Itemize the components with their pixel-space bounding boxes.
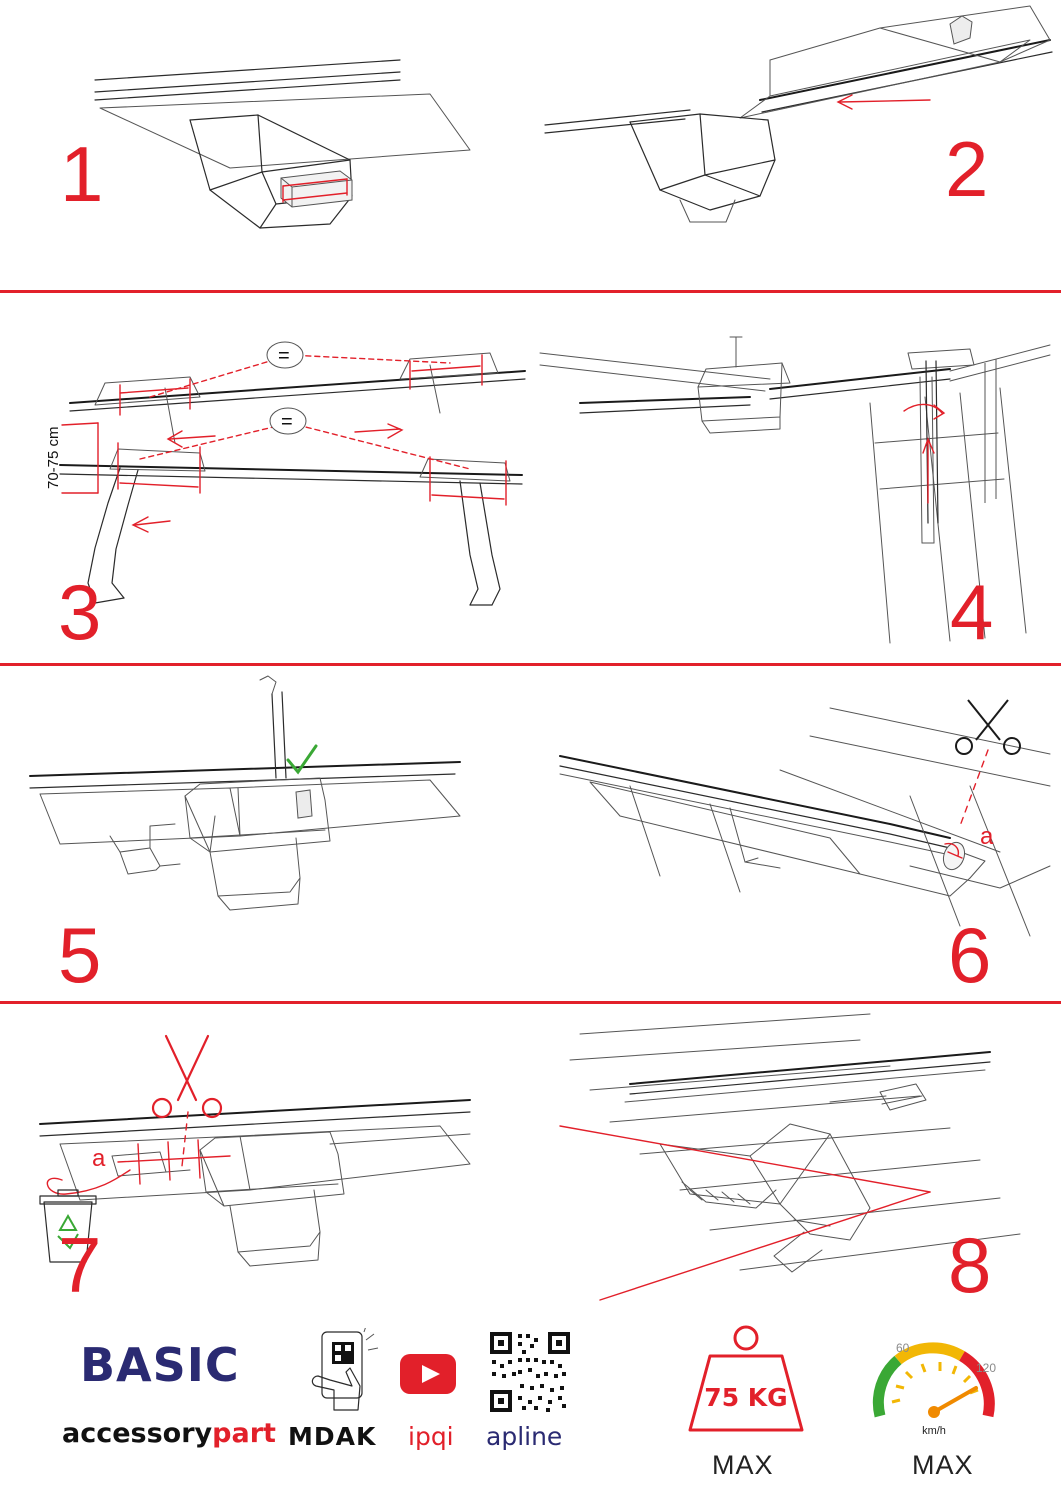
brand-accessory-part2: part [212,1418,276,1449]
scissors-icon-7 [153,1036,221,1166]
step-panel-4 [530,293,1061,663]
label-mdak: MDAK [288,1422,377,1451]
label-ipqi: ipqi [408,1422,454,1451]
footer [0,1310,1061,1500]
step-panel-5 [0,666,530,1001]
brand-basic: BASIC [80,1338,240,1392]
step-panel-7 [0,1004,530,1309]
gauge-unit: km/h [922,1425,946,1437]
qr-hand-icon [300,1328,390,1418]
gauge-tick-60: 60 [896,1341,910,1355]
step-number-5: 5 [58,911,101,999]
step-number-4: 4 [950,568,993,656]
dimension-label: 70-75 cm [45,426,62,489]
qr-code-icon [488,1330,572,1414]
equal-symbol-top: = [278,345,290,367]
step-panel-2 [530,0,1061,290]
step-number-8: 8 [948,1221,991,1309]
equal-symbol-bottom: = [281,411,293,433]
brand-accessory-part1: accessory [62,1418,213,1449]
step-panel-8 [530,1004,1061,1309]
step-number-3: 3 [58,568,101,656]
step-number-6: 6 [948,911,991,999]
youtube-icon[interactable] [400,1354,456,1394]
speedometer-icon [860,1320,1010,1440]
step-number-2: 2 [945,125,988,213]
max-speed-caption: MAX [912,1450,974,1480]
weight-icon [676,1322,816,1442]
step-panel-3 [0,293,530,663]
step-number-7: 7 [58,1221,101,1309]
label-apline [486,1422,562,1451]
step-panel-6 [530,666,1061,1001]
step-number-1: 1 [60,130,103,218]
max-weight-value: 75 KG [704,1383,788,1412]
brand-accessorypart [62,1418,276,1449]
apline-text: apline [486,1422,563,1451]
callout-letter-a: a [980,823,994,850]
scissors-icon [956,700,1020,826]
step-panel-1 [0,0,530,290]
gauge-tick-120: 120 [976,1361,997,1375]
max-weight-caption: MAX [712,1450,774,1480]
callout-letter-a-7: a [92,1145,106,1172]
